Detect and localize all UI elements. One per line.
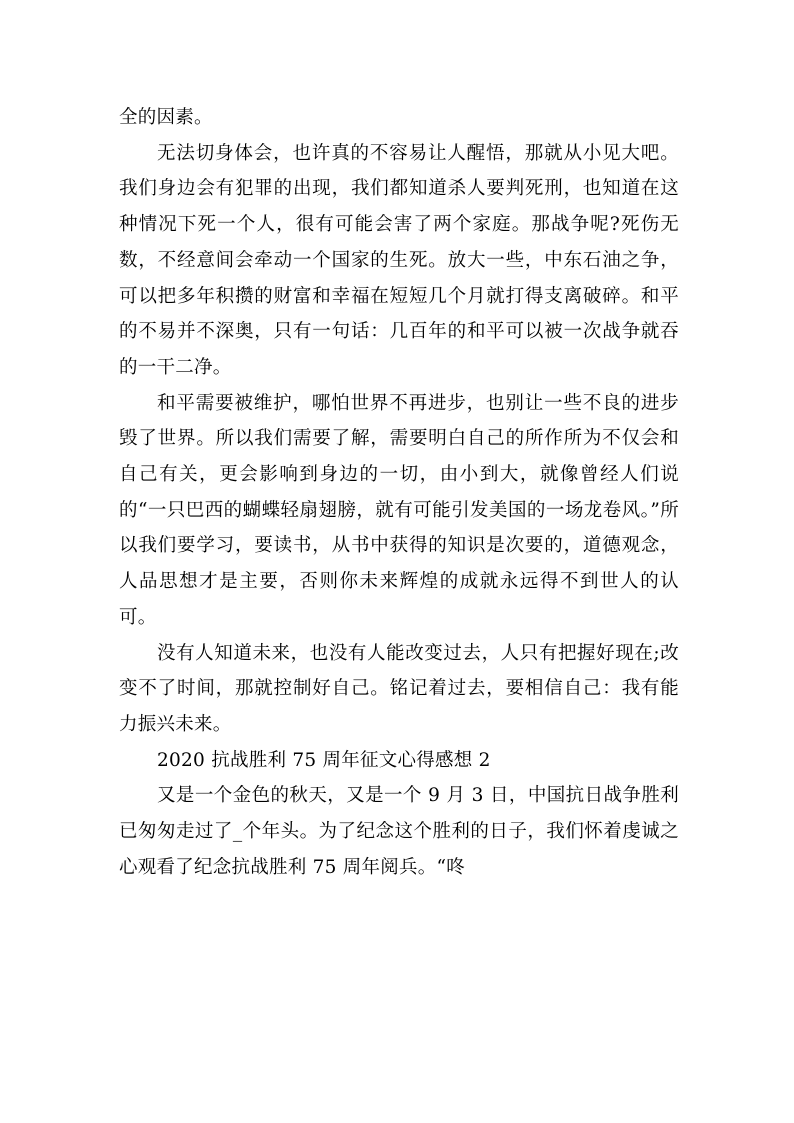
paragraph-maintain-peace: 和平需要被维护，哪怕世界不再进步，也别让一些不良的进步毁了世界。所以我们需要了解，需要明白自己的所作所为不仅会和自己有关，更会影响到身边的一切，由小到大，就像曾经人们说的“一只巴西的蝴蝶轻扇翅膀，就有可能引发美国的一场龙卷风。”所以我们要学习，要读书，从书中获得的知识是次要的，道德观念，人品思想才是主要，否则你未来辉煌的成就永远得不到世人的认可。 (119, 392, 679, 628)
body-text (119, 100, 679, 885)
paragraph-autumn: 又是一个金色的秋天，又是一个 9 月 3 日，中国抗日战争胜利已匆匆走过了_个年头。为了纪念这个胜利的日子，我们怀着虔诚之心观看了纪念抗战胜利 75 周年阅兵。“咚 (119, 785, 679, 878)
paragraph-future: 没有人知道未来，也没有人能改变过去，人只有把握好现在;改变不了时间，那就控制好自己。铭记着过去，要相信自己：我有能力振兴未来。 (119, 642, 679, 735)
paragraph-continued: 全的因素。 (119, 107, 213, 128)
section-heading: 2020 抗战胜利 75 周年征文心得感想 2 (157, 749, 491, 771)
paragraph-small-to-large: 无法切身体会，也许真的不容易让人醒悟，那就从小见大吧。我们身边会有犯罪的出现，我们都知道杀人要判死刑，也知道在这种情况下死一个人，很有可能会害了两个家庭。那战争呢?死伤无数，不经意间会牵动一个国家的生死。放大一些，中东石油之争，可以把多年积攒的财富和幸福在短短几个月就打得支离破碎。和平的不易并不深奥，只有一句话：几百年的和平可以被一次战争就吞的一干二净。 (119, 142, 679, 378)
